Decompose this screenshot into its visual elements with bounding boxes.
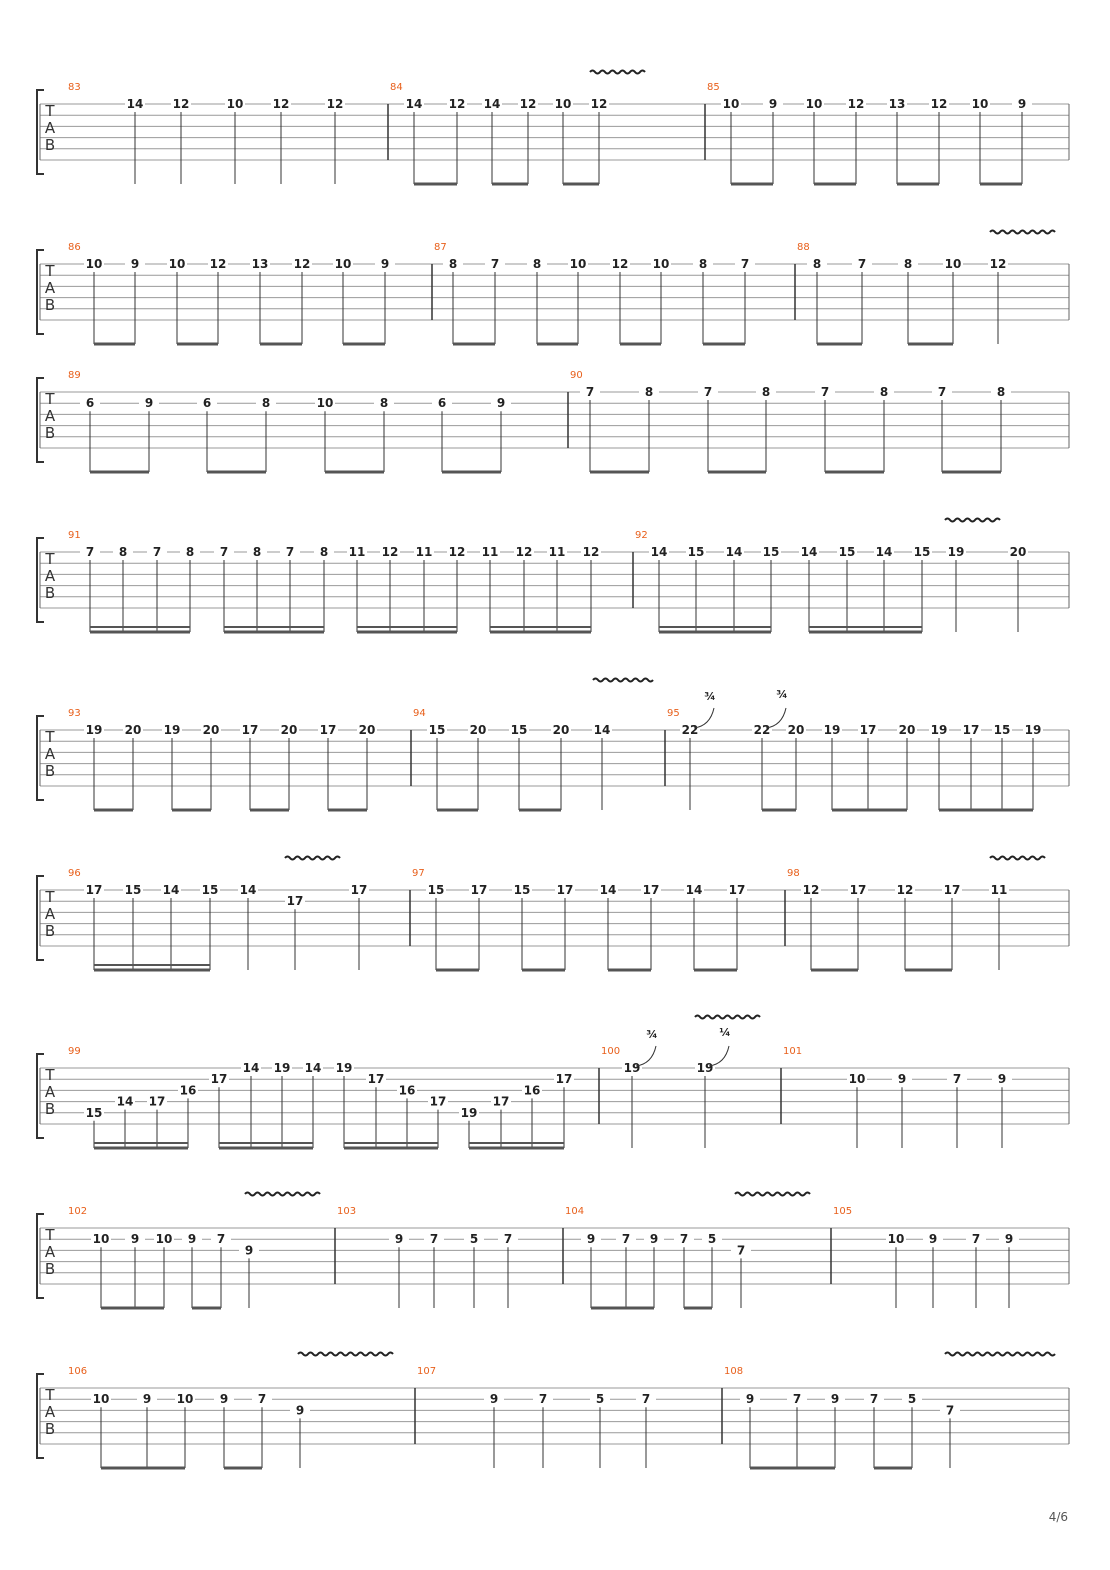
fret-number: 7 [641,1392,651,1407]
measure-number: 85 [707,82,720,93]
fret-number: 7 [945,1403,955,1418]
tab-clef-letter: T [45,1066,55,1084]
fret-number: 15 [510,723,528,737]
measure-number: 97 [412,868,425,879]
fret-number: 15 [124,883,142,897]
fret-number: 15 [838,545,856,559]
fret-number: 7 [937,385,947,399]
tab-clef-letter: T [45,1226,55,1244]
fret-number: 10 [168,257,186,271]
system-5 [37,688,1069,810]
fret-number: 7 [621,1232,631,1247]
system-9 [37,1366,1069,1468]
fret-number: 17 [241,723,259,737]
fret-number: 15 [913,545,931,559]
fret-number: 7 [971,1232,981,1247]
fret-number: 19 [273,1061,291,1075]
tab-clef-letter: T [45,1386,55,1404]
fret-number: 9 [295,1403,305,1418]
measure-number: 106 [68,1366,88,1377]
fret-number: 17 [492,1094,510,1109]
tab-clef-letter: B [44,1100,56,1118]
fret-number: 19 [823,723,841,737]
vibrato-mark [695,1016,760,1019]
bend-label: ¾ [704,690,716,703]
tab-clef-letter: A [44,1083,56,1101]
fret-number: 12 [930,97,948,111]
fret-number: 14 [650,545,668,559]
fret-number: 9 [244,1243,254,1258]
fret-number: 17 [429,1094,447,1109]
system-1 [37,82,1069,184]
measure-number: 100 [601,1046,621,1057]
fret-number: 6 [85,396,95,411]
fret-number: 9 [130,1232,140,1247]
measure-number: 92 [635,530,648,541]
fret-number: 12 [293,257,311,271]
fret-number: 17 [286,894,304,909]
fret-number: 8 [185,545,195,559]
tab-clef-letter: A [44,1403,56,1421]
fret-number: 11 [548,545,566,559]
measure-number: 96 [68,868,81,879]
tab-clef-letter: B [44,762,56,780]
fret-number: 8 [319,545,329,559]
measure-number: 104 [565,1206,585,1217]
measure-number: 95 [667,708,680,719]
fret-number: 12 [326,97,344,111]
fret-number: 10 [848,1072,866,1087]
fret-number: 12 [896,883,914,897]
fret-number: 8 [532,257,542,271]
fret-number: 8 [379,396,389,411]
fret-number: 15 [201,883,219,897]
fret-number: 20 [280,723,298,737]
fret-number: 10 [316,396,334,411]
fret-number: 8 [252,545,262,559]
fret-number: 17 [85,883,103,897]
measure-number: 94 [413,708,426,719]
fret-number: 17 [470,883,488,897]
measure-number: 102 [68,1206,88,1217]
measure-number: 93 [68,708,81,719]
fret-number: 12 [989,257,1007,271]
fret-number: 17 [555,1072,573,1087]
fret-number: 14 [116,1094,134,1109]
fret-number: 9 [130,257,140,271]
tab-clef-letter: A [44,279,56,297]
tab-clef-letter: T [45,550,55,568]
fret-number: 7 [85,545,95,559]
fret-number: 9 [496,396,506,411]
fret-number: 9 [745,1392,755,1407]
fret-number: 17 [642,883,660,897]
fret-number: 10 [92,1232,110,1247]
fret-number: 7 [216,1232,226,1247]
fret-number: 14 [599,883,617,897]
fret-number: 12 [381,545,399,559]
fret-number: 17 [728,883,746,897]
fret-number: 10 [176,1392,194,1407]
fret-number: 20 [898,723,916,737]
measure-number: 87 [434,242,447,253]
fret-number: 8 [903,257,913,271]
fret-number: 6 [202,396,212,411]
measure-number: 89 [68,370,81,381]
fret-number: 10 [554,97,572,111]
fret-number: 14 [304,1061,322,1075]
fret-number: 15 [513,883,531,897]
vibrato-mark [990,231,1055,234]
fret-number: 14 [800,545,818,559]
fret-number: 7 [679,1232,689,1247]
fret-number: 16 [179,1083,197,1098]
measure-number: 98 [787,868,800,879]
fret-number: 6 [437,396,447,411]
fret-number: 20 [124,723,142,737]
measure-number: 86 [68,242,81,253]
vibrato-mark [945,519,1000,522]
fret-number: 17 [859,723,877,737]
fret-number: 7 [585,385,595,399]
system-6 [37,868,1069,970]
system-8 [37,1206,1069,1308]
fret-number: 12 [802,883,820,897]
fret-number: 9 [219,1392,229,1407]
fret-number: 17 [210,1072,228,1087]
fret-number: 9 [897,1072,907,1087]
fret-number: 7 [857,257,867,271]
fret-number: 20 [469,723,487,737]
fret-number: 9 [649,1232,659,1247]
fret-number: 9 [1004,1232,1014,1247]
tab-clef-letter: B [44,922,56,940]
fret-number: 16 [398,1083,416,1098]
fret-number: 12 [448,97,466,111]
fret-number: 8 [812,257,822,271]
vibrato-mark [735,1193,810,1196]
vibrato-mark [285,857,340,860]
fret-number: 19 [1024,723,1042,737]
measure-number: 90 [570,370,583,381]
measure-number: 91 [68,530,81,541]
fret-number: 10 [155,1232,173,1247]
fret-number: 8 [644,385,654,399]
fret-number: 9 [768,97,778,111]
tab-clef-letter: B [44,136,56,154]
fret-number: 9 [144,396,154,411]
fret-number: 20 [202,723,220,737]
vibrato-mark [298,1353,393,1356]
system-3 [37,370,1069,472]
system-7 [37,1026,1069,1148]
measure-number: 105 [833,1206,853,1217]
measure-number: 103 [337,1206,357,1217]
tab-clef-letter: A [44,407,56,425]
fret-number: 7 [219,545,229,559]
fret-number: 7 [429,1232,439,1247]
fret-number: 10 [92,1392,110,1407]
fret-number: 16 [523,1083,541,1098]
fret-number: 9 [830,1392,840,1407]
fret-number: 17 [962,723,980,737]
fret-number: 7 [538,1392,548,1407]
fret-number: 20 [1009,545,1027,559]
fret-number: 5 [707,1232,717,1247]
fret-number: 10 [85,257,103,271]
vibrato-mark [990,857,1045,860]
fret-number: 5 [907,1392,917,1407]
fret-number: 7 [736,1243,746,1258]
fret-number: 14 [483,97,501,111]
fret-number: 9 [142,1392,152,1407]
fret-number: 15 [993,723,1011,737]
fret-number: 12 [272,97,290,111]
fret-number: 10 [887,1232,905,1247]
fret-number: 12 [172,97,190,111]
fret-number: 15 [687,545,705,559]
fret-number: 20 [358,723,376,737]
tab-clef-letter: A [44,1243,56,1261]
fret-number: 17 [319,723,337,737]
tab-clef-letter: A [44,905,56,923]
fret-number: 14 [162,883,180,897]
fret-number: 19 [85,723,103,737]
fret-number: 12 [590,97,608,111]
fret-number: 12 [847,97,865,111]
fret-number: 7 [869,1392,879,1407]
fret-number: 13 [888,97,906,111]
fret-number: 17 [148,1094,166,1109]
fret-number: 5 [595,1392,605,1407]
fret-number: 8 [448,257,458,271]
fret-number: 12 [582,545,600,559]
fret-number: 14 [239,883,257,897]
bend-label: ¾ [776,688,788,701]
fret-number: 19 [930,723,948,737]
measure-number: 101 [783,1046,803,1057]
fret-number: 10 [226,97,244,111]
fret-number: 8 [261,396,271,411]
fret-number: 8 [879,385,889,399]
measure-number: 88 [797,242,810,253]
fret-number: 9 [187,1232,197,1247]
fret-number: 12 [611,257,629,271]
tab-clef-letter: A [44,567,56,585]
tab-clef-letter: B [44,584,56,602]
fret-number: 12 [209,257,227,271]
vibrato-mark [590,71,645,74]
fret-number: 9 [394,1232,404,1247]
fret-number: 10 [805,97,823,111]
vibrato-mark [945,1353,1055,1356]
tab-clef-letter: T [45,262,55,280]
fret-number: 19 [696,1061,714,1075]
page-number: 4/6 [1048,1510,1068,1524]
fret-number: 17 [367,1072,385,1087]
fret-number: 22 [681,723,699,737]
fret-number: 20 [787,723,805,737]
tab-clef-letter: T [45,102,55,120]
measure-number: 107 [417,1366,437,1377]
bend-label: ¾ [646,1028,658,1041]
fret-number: 9 [586,1232,596,1247]
tab-clef-letter: T [45,728,55,746]
fret-number: 14 [126,97,144,111]
fret-number: 19 [460,1105,478,1120]
fret-number: 10 [971,97,989,111]
fret-number: 13 [251,257,269,271]
measure-number: 83 [68,82,81,93]
tab-clef-letter: B [44,1420,56,1438]
fret-number: 12 [448,545,466,559]
fret-number: 12 [519,97,537,111]
fret-number: 17 [849,883,867,897]
measure-number: 99 [68,1046,81,1057]
fret-number: 14 [405,97,423,111]
bend-label: ¼ [719,1026,731,1039]
fret-number: 14 [725,545,743,559]
fret-number: 10 [944,257,962,271]
system-2 [37,242,1069,344]
fret-number: 15 [85,1105,103,1120]
fret-number: 8 [118,545,128,559]
fret-number: 9 [380,257,390,271]
tab-clef-letter: T [45,888,55,906]
fret-number: 12 [515,545,533,559]
fret-number: 11 [415,545,433,559]
vibrato-mark [245,1193,320,1196]
fret-number: 9 [928,1232,938,1247]
tab-clef-letter: B [44,296,56,314]
fret-number: 9 [997,1072,1007,1087]
fret-number: 17 [350,883,368,897]
fret-number: 10 [722,97,740,111]
fret-number: 7 [703,385,713,399]
fret-number: 7 [952,1072,962,1087]
fret-number: 11 [481,545,499,559]
fret-number: 15 [428,723,446,737]
fret-number: 8 [698,257,708,271]
fret-number: 19 [623,1061,641,1075]
fret-number: 8 [996,385,1006,399]
fret-number: 5 [469,1232,479,1247]
fret-number: 15 [762,545,780,559]
fret-number: 14 [875,545,893,559]
tab-clef-letter: B [44,424,56,442]
fret-number: 7 [490,257,500,271]
fret-number: 10 [652,257,670,271]
fret-number: 19 [947,545,965,559]
system-4 [37,530,1069,632]
fret-number: 17 [556,883,574,897]
tab-clef-letter: B [44,1260,56,1278]
fret-number: 7 [152,545,162,559]
fret-number: 11 [348,545,366,559]
tab-clef-letter: A [44,745,56,763]
vibrato-mark [593,679,653,682]
fret-number: 14 [593,723,611,737]
fret-number: 7 [285,545,295,559]
fret-number: 7 [740,257,750,271]
fret-number: 10 [569,257,587,271]
fret-number: 20 [552,723,570,737]
fret-number: 7 [503,1232,513,1247]
fret-number: 8 [761,385,771,399]
fret-number: 14 [242,1061,260,1075]
fret-number: 22 [753,723,771,737]
fret-number: 19 [163,723,181,737]
fret-number: 7 [820,385,830,399]
fret-number: 9 [489,1392,499,1407]
fret-number: 11 [990,883,1008,897]
measure-number: 108 [724,1366,744,1377]
measure-number: 84 [390,82,403,93]
fret-number: 17 [943,883,961,897]
fret-number: 9 [1017,97,1027,111]
fret-number: 19 [335,1061,353,1075]
fret-number: 10 [334,257,352,271]
tab-clef-letter: T [45,390,55,408]
fret-number: 7 [792,1392,802,1407]
fret-number: 7 [257,1392,267,1407]
fret-number: 15 [427,883,445,897]
tab-clef-letter: A [44,119,56,137]
fret-number: 14 [685,883,703,897]
